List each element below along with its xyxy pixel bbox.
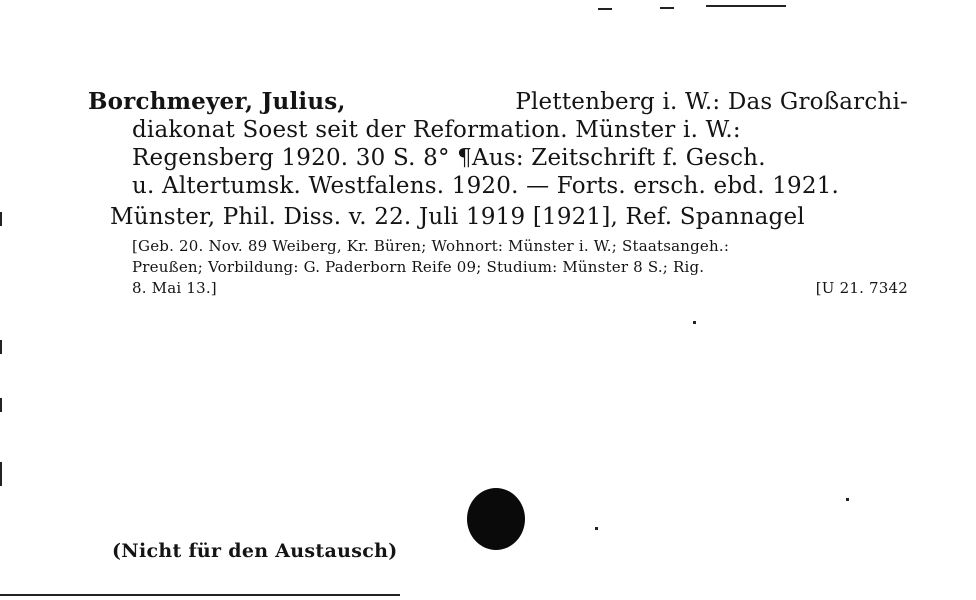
punch-hole [467,488,525,550]
bio-line-3 [132,278,908,299]
scan-mark-top-1 [598,8,612,10]
scan-mark-left-3 [0,398,2,412]
author-name: Borchmeyer, Julius, [88,88,346,115]
biographical-note [132,236,908,299]
entry-line-3: Regensberg 1920. 30 S. 8° ¶Aus: Zeitschrift f. Gesch. [132,145,766,171]
bio-line-1: [Geb. 20. Nov. 89 Weiberg, Kr. Büren; Wohnort: Münster i. W.; Staatsangeh.: [132,237,730,255]
bio-line-3-left: 8. Mai 13.] [132,279,217,297]
exchange-note: (Nicht für den Austausch) [112,540,398,562]
scan-mark-top-2 [660,7,674,9]
scan-dot-1 [693,321,696,324]
bio-line-2: Preußen; Vorbildung: G. Paderborn Reife 09; Studium: Münster 8 S.; Rig. [132,258,705,276]
scan-dot-3 [595,527,598,530]
catalog-number: [U 21. 7342 [815,279,908,297]
scan-mark-left-1 [0,212,2,226]
bibliographic-entry [88,88,908,299]
scan-mark-left-4 [0,462,2,486]
entry-line-1 [88,88,908,116]
entry-line-2: diakonat Soest seit der Reformation. Münster i. W.: [132,117,741,143]
entry-line-1-rest: Plettenberg i. W.: Das Großarchi- [515,89,908,115]
dissertation-line: Münster, Phil. Diss. v. 22. Juli 1919 [1921], Ref. Spannagel [110,204,805,230]
scan-dot-2 [846,498,849,501]
scan-mark-bottom [0,594,400,596]
scan-mark-top-3 [706,5,786,7]
entry-line-4: u. Altertumsk. Westfalens. 1920. — Forts. ersch. ebd. 1921. [132,173,840,199]
scan-mark-left-2 [0,340,2,354]
